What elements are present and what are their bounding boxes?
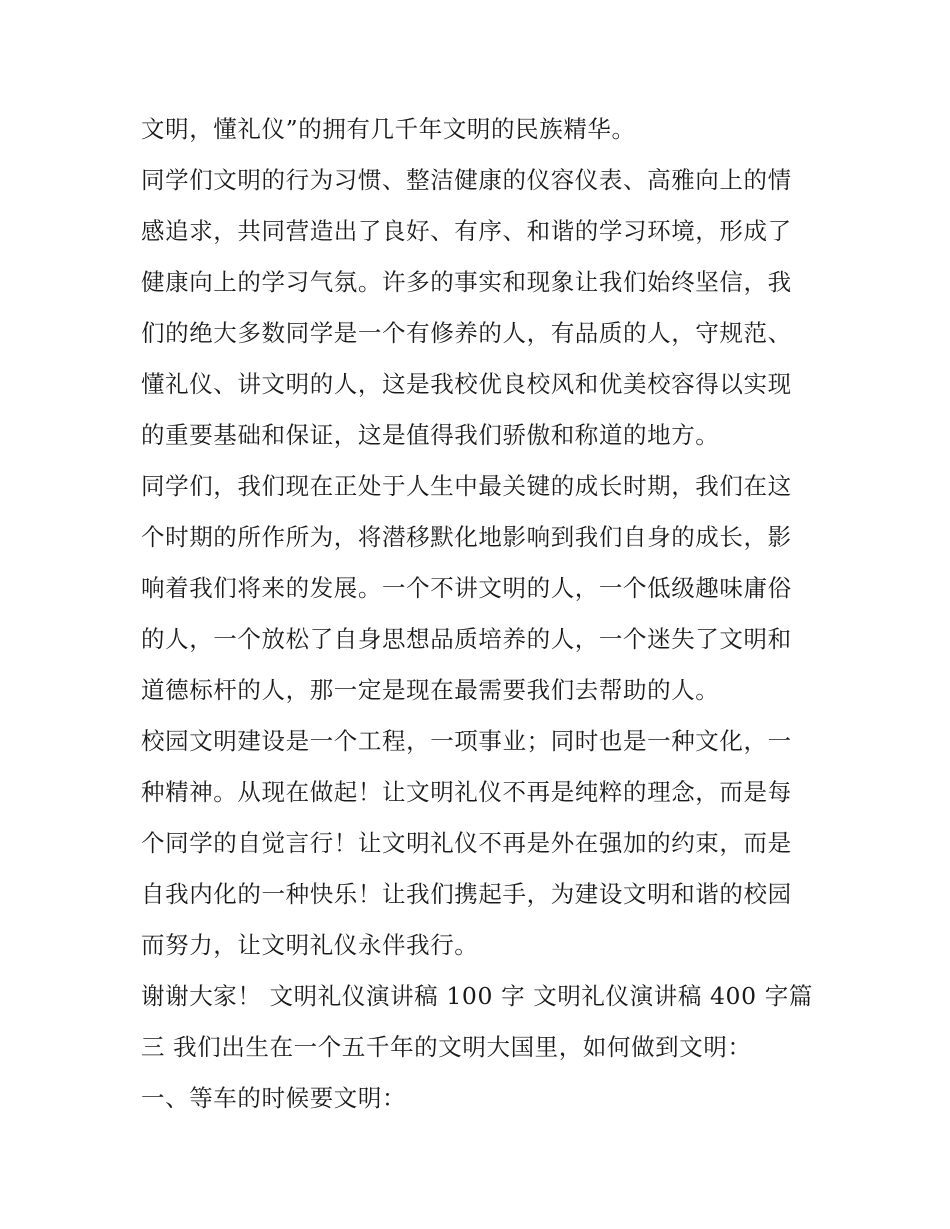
text-line: 响着我们将来的发展。一个不讲文明的人，一个低级趣味庸俗 [141, 574, 792, 602]
text-line: 一、等车的时候要文明： [141, 1084, 407, 1112]
text-line: 感追求，共同营造出了良好、有序、和谐的学习环境，形成了 [141, 217, 792, 245]
text-line: 同学们文明的行为习惯、整洁健康的仪容仪表、高雅向上的情 [141, 166, 792, 194]
text-line: 懂礼仪、讲文明的人，这是我校优良校风和优美校容得以实现 [141, 370, 792, 398]
text-line: 三 我们出生在一个五千年的文明大国里，如何做到文明： [141, 1033, 752, 1061]
text-line: 种精神。从现在做起！让文明礼仪不再是纯粹的理念，而是每 [141, 778, 792, 806]
text-line: 自我内化的一种快乐！让我们携起手，为建设文明和谐的校园 [141, 880, 792, 908]
text-line: 校园文明建设是一个工程，一项事业；同时也是一种文化，一 [141, 727, 792, 755]
text-line: 的重要基础和保证，这是值得我们骄傲和称道的地方。 [141, 421, 720, 449]
text-line: 个同学的自觉言行！让文明礼仪不再是外在强加的约束，而是 [141, 829, 792, 857]
text-line: 文明，懂礼仪”的拥有几千年文明的民族精华。 [141, 115, 636, 143]
text-line: 同学们，我们现在正处于人生中最关键的成长时期，我们在这 [141, 472, 792, 500]
text-line: 道德标杆的人，那一定是现在最需要我们去帮助的人。 [141, 676, 720, 704]
text-line: 健康向上的学习气氛。许多的事实和现象让我们始终坚信，我 [141, 268, 792, 296]
text-line: 个时期的所作所为，将潜移默化地影响到我们自身的成长，影 [141, 523, 792, 551]
text-line: 们的绝大多数同学是一个有修养的人，有品质的人，守规范、 [141, 319, 792, 347]
document-body [141, 104, 813, 1124]
text-line: 而努力，让文明礼仪永伴我行。 [141, 931, 479, 959]
text-line: 的人，一个放松了自身思想品质培养的人，一个迷失了文明和 [141, 625, 792, 653]
text-line: 谢谢大家！ 文明礼仪演讲稿 100 字 文明礼仪演讲稿 400 字篇 [141, 982, 813, 1010]
